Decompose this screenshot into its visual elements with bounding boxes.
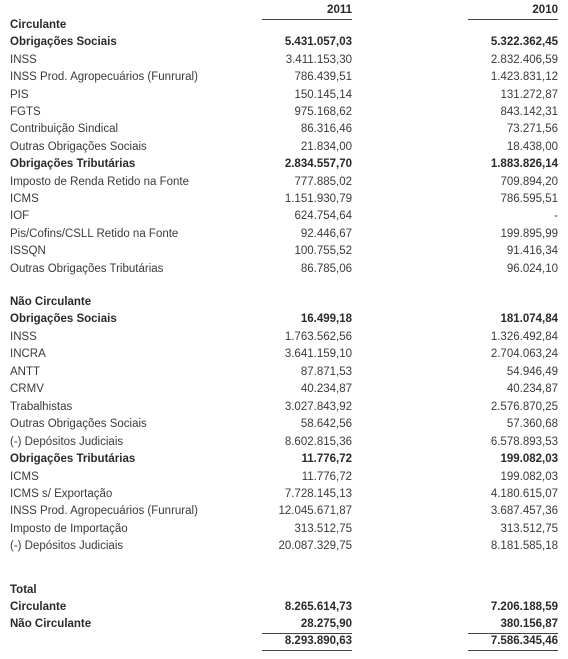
- row-label: Contribuição Sindical: [10, 123, 119, 136]
- value-2010: 380.156,87: [500, 618, 558, 630]
- value-2011: 21.834,00: [300, 140, 352, 153]
- table-row: [0, 582, 568, 599]
- value-2011: 3.027.843,92: [284, 400, 352, 413]
- table-row: [0, 633, 568, 650]
- table-row: [0, 381, 568, 398]
- table-row: [0, 121, 568, 138]
- table-row: [0, 329, 568, 346]
- row-label: PIS: [10, 88, 29, 101]
- row-label: Obrigações Tributárias: [10, 158, 136, 171]
- table-row: [0, 538, 568, 555]
- value-2011: 20.087.329,75: [278, 540, 352, 553]
- value-2010: 5.322.362,45: [490, 36, 558, 49]
- value-2011: 86.785,06: [300, 262, 352, 275]
- table-row: [0, 416, 568, 433]
- table-row: [0, 139, 568, 156]
- table-row: [0, 364, 568, 381]
- value-2010: 2.576.870,25: [490, 400, 558, 413]
- value-2010: 843.142,31: [500, 106, 558, 118]
- value-2010: 8.181.585,18: [490, 540, 558, 553]
- value-2011: 3.641.159,10: [284, 348, 352, 361]
- year-2010-header: 2010: [532, 4, 558, 16]
- table-row: [0, 399, 568, 416]
- value-2010: 7.206.188,59: [490, 601, 558, 613]
- table-row: [0, 52, 568, 69]
- table-row: [0, 243, 568, 260]
- value-2010: 57.360,68: [506, 418, 558, 431]
- value-2011: 11.776,72: [301, 453, 352, 466]
- row-label: IOF: [10, 210, 30, 223]
- table-row: [0, 174, 568, 191]
- year-2011-header: 2011: [327, 4, 352, 16]
- row-label: Não Circulante: [10, 618, 92, 630]
- row-label: (-) Depósitos Judiciais: [10, 435, 124, 448]
- row-label: CRMV: [10, 383, 44, 396]
- value-2010: 199.895,99: [500, 227, 558, 240]
- table-row: [0, 486, 568, 503]
- value-2011: 777.885,02: [294, 175, 352, 188]
- row-label: Imposto de Renda Retido na Fonte: [10, 175, 190, 188]
- value-2010: 6.578.893,53: [490, 435, 558, 448]
- value-2011: 8.602.815,36: [284, 435, 352, 448]
- value-2011: 624.754,64: [294, 210, 352, 223]
- row-label: Imposto de Importação: [10, 522, 128, 535]
- value-2011: 92.446,67: [300, 227, 352, 240]
- total-rule-2010: [468, 650, 558, 651]
- row-label: ICMS s/ Exportação: [10, 487, 113, 500]
- value-2011: 786.439,51: [294, 71, 352, 84]
- value-2010: 91.416,34: [506, 245, 558, 258]
- value-2011: 1.763.562,56: [284, 330, 352, 343]
- row-label: Obrigações Sociais: [10, 36, 117, 49]
- value-2011: 1.151.930,79: [284, 193, 352, 205]
- value-2011: 3.411.153,30: [285, 53, 352, 66]
- value-2011: 2.834.557,70: [284, 158, 352, 171]
- table-row: [0, 69, 568, 86]
- table-row: [0, 469, 568, 486]
- row-label: (-) Depósitos Judiciais: [10, 540, 124, 553]
- value-2010: 4.180.615,07: [490, 487, 558, 500]
- value-2011: 16.499,18: [300, 313, 352, 326]
- subtotal-rule-2011: [262, 633, 352, 634]
- row-label: Circulante: [10, 19, 67, 31]
- value-2010: 181.074,84: [500, 313, 558, 326]
- row-label: Obrigações Sociais: [10, 313, 117, 326]
- value-2010: 18.438,00: [506, 140, 558, 153]
- value-2010: 786.595,51: [500, 193, 558, 205]
- row-label: Trabalhistas: [10, 400, 73, 413]
- table-row: [0, 521, 568, 538]
- row-label: ISSQN: [10, 245, 46, 258]
- row-label: ANTT: [10, 365, 41, 378]
- value-2011: 8.293.890,63: [284, 635, 352, 647]
- table-row: [0, 294, 568, 311]
- value-2011: 150.145,14: [294, 88, 352, 101]
- total-rule-2011: [262, 650, 352, 651]
- value-2010: 96.024,10: [506, 262, 558, 275]
- value-2010: 1.883.826,14: [490, 158, 558, 171]
- value-2011: 313.512,75: [294, 522, 352, 535]
- value-2011: 975.168,62: [294, 106, 352, 118]
- table-row: [0, 616, 568, 633]
- table-row: [0, 156, 568, 173]
- table-row: [0, 346, 568, 363]
- value-2010: 2.832.406,59: [490, 53, 558, 66]
- value-2011: 5.431.057,03: [284, 36, 352, 49]
- value-2010: 1.326.492,84: [490, 330, 558, 343]
- row-label: ICMS: [10, 193, 39, 205]
- subtotal-rule-2010: [468, 633, 558, 634]
- value-2010: 199.082,03: [500, 470, 558, 483]
- value-2011: 86.316,46: [300, 123, 352, 136]
- row-label: Total: [10, 584, 37, 596]
- row-label: INSS: [10, 330, 37, 343]
- table-row: [0, 434, 568, 451]
- row-label: FGTS: [10, 106, 41, 118]
- row-label: Não Circulante: [10, 296, 92, 308]
- value-2010: 3.687.457,36: [490, 505, 558, 518]
- table-row: [0, 34, 568, 51]
- value-2010: 40.234,87: [506, 383, 558, 396]
- value-2011: 58.642,56: [300, 418, 352, 431]
- table-row: [0, 311, 568, 328]
- value-2011: 11.776,72: [301, 470, 352, 483]
- row-label: Obrigações Tributárias: [10, 453, 136, 466]
- value-2011: 7.728.145,13: [284, 487, 352, 500]
- row-label: INSS Prod. Agropecuários (Funrural): [10, 71, 198, 84]
- table-row: [0, 261, 568, 278]
- value-2010: 2.704.063,24: [490, 348, 558, 361]
- value-2011: 8.265.614,73: [284, 601, 352, 613]
- table-row: [0, 503, 568, 520]
- table-row: [0, 226, 568, 243]
- value-2010: 131.272,87: [500, 88, 558, 101]
- table-row: [0, 191, 568, 208]
- table-row: [0, 599, 568, 616]
- value-2011: 12.045.671,87: [278, 505, 352, 518]
- value-2010: 199.082,03: [500, 453, 558, 466]
- row-label: Outras Obrigações Tributárias: [10, 262, 164, 275]
- value-2010: 709.894,20: [500, 175, 558, 188]
- value-2010: 1.423.831,12: [490, 71, 558, 84]
- row-label: Outras Obrigações Sociais: [10, 418, 147, 431]
- value-2010: 313.512,75: [500, 522, 558, 535]
- value-2011: 100.755,52: [294, 245, 352, 258]
- table-row: [0, 87, 568, 104]
- row-label: ICMS: [10, 470, 39, 483]
- value-2011: 87.871,53: [300, 365, 352, 378]
- row-label: Outras Obrigações Sociais: [10, 140, 147, 153]
- table-row: [0, 451, 568, 468]
- table-row: [0, 104, 568, 121]
- row-label: Circulante: [10, 601, 67, 613]
- table-row: [0, 208, 568, 225]
- value-2010: 54.946,49: [506, 365, 558, 378]
- value-2010: 7.586.345,46: [490, 635, 558, 647]
- row-label: INSS: [10, 53, 37, 66]
- row-label: Pis/Cofins/CSLL Retido na Fonte: [10, 227, 179, 240]
- value-2011: 40.234,87: [300, 383, 352, 396]
- row-label: INSS Prod. Agropecuários (Funrural): [10, 505, 198, 518]
- value-2010: -: [554, 210, 558, 223]
- table-row: [0, 17, 568, 34]
- row-label: INCRA: [10, 348, 46, 361]
- value-2010: 73.271,56: [506, 123, 558, 136]
- value-2011: 28.275,90: [300, 618, 352, 630]
